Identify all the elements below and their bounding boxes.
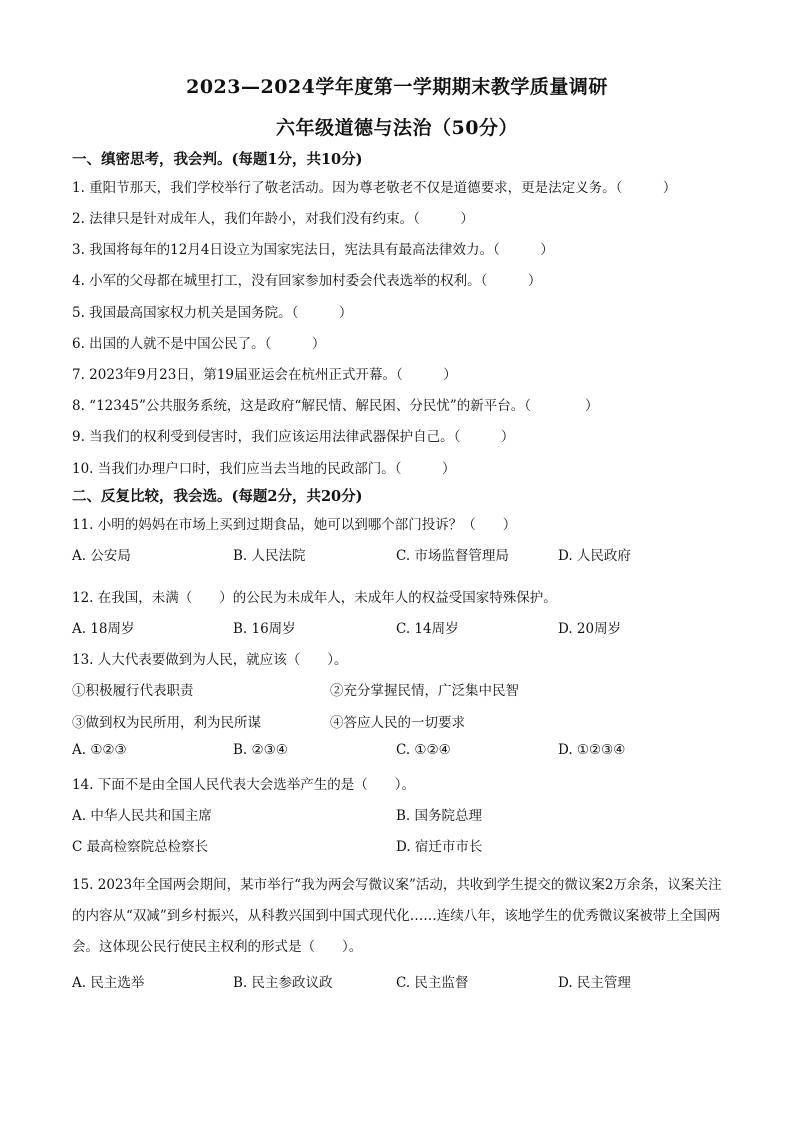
q11-option-a: A. 公安局 <box>72 548 131 564</box>
question-1: 1. 重阳节那天，我们学校举行了敬老活动。因为尊老敬老不仅是道德要求，更是法定义务。（ ） <box>72 180 677 196</box>
question-8: 8. “12345”公共服务系统，这是政府“解民情、解民困、分民忧”的新平台。（ ） <box>72 398 599 414</box>
q11-option-b: B. 人民法院 <box>233 548 306 564</box>
q13-statement-2: ②充分掌握民情，广泛集中民智 <box>330 683 519 699</box>
q13-statement-4: ④答应人民的一切要求 <box>330 715 465 731</box>
question-2: 2. 法律只是针对成年人，我们年龄小，对我们没有约束。（ ） <box>72 211 474 227</box>
q15-option-a: A. 民主选举 <box>72 975 145 991</box>
q13-option-a: A. ①②③ <box>72 742 127 758</box>
q11-option-d: D. 人民政府 <box>558 548 631 564</box>
question-12: 12. 在我国，未满（ ）的公民为未成年人，未成年人的权益受国家特殊保护。 <box>72 590 557 606</box>
question-11: 11. 小明的妈妈在市场上买到过期食品，她可以到哪个部门投诉？（ ） <box>72 517 517 533</box>
q13-option-d: D. ①②③④ <box>558 742 626 758</box>
question-10: 10. 当我们办理户口时，我们应当去当地的民政部门。（ ） <box>72 461 456 477</box>
exam-title: 2023—2024学年度第一学期期末教学质量调研 <box>186 76 608 98</box>
q14-option-b: B. 国务院总理 <box>396 808 483 824</box>
question-3: 3. 我国将每年的12月4日设立为国家宪法日，宪法具有最高法律效力。（ ） <box>72 242 554 258</box>
question-4: 4. 小军的父母都在城里打工，没有回家参加村委会代表选举的权利。（ ） <box>72 273 542 289</box>
q13-option-c: C. ①②④ <box>396 742 451 758</box>
question-5: 5. 我国最高国家权力机关是国务院。（ ） <box>72 305 353 321</box>
q15-option-b: B. 民主参政议政 <box>233 975 333 991</box>
q12-option-d: D. 20周岁 <box>558 621 622 637</box>
q14-option-a: A. 中华人民共和国主席 <box>72 808 212 824</box>
question-9: 9. 当我们的权利受到侵害时，我们应该运用法律武器保护自己。（ ） <box>72 429 515 445</box>
q14-option-c: C 最高检察院总检察长 <box>72 839 209 855</box>
q13-statement-3: ③做到权为民所用，利为民所谋 <box>72 715 261 731</box>
question-6: 6. 出国的人就不是中国公民了。（ ） <box>72 336 326 352</box>
q13-statement-1: ①积极履行代表职责 <box>72 683 194 699</box>
section2-heading: 二、反复比较，我会选。(每题2分，共20分) <box>72 488 363 505</box>
exam-subtitle: 六年级道德与法治（50分） <box>276 117 518 139</box>
question-13: 13. 人大代表要做到为人民，就应该（ ）。 <box>72 652 348 668</box>
question-14: 14. 下面不是由全国人民代表大会选举产生的是（ ）。 <box>72 777 416 793</box>
q12-option-a: A. 18周岁 <box>72 621 135 637</box>
q12-option-c: C. 14周岁 <box>396 621 459 637</box>
q13-option-b: B. ②③④ <box>233 742 288 758</box>
question-7: 7. 2023年9月23日，第19届亚运会在杭州正式开幕。（ ） <box>72 367 457 383</box>
q14-option-d: D. 宿迁市市长 <box>396 839 483 855</box>
q12-option-b: B. 16周岁 <box>233 621 296 637</box>
q15-option-d: D. 民主管理 <box>558 975 631 991</box>
q11-option-c: C. 市场监督管理局 <box>396 548 509 564</box>
question-15: 15. 2023年全国两会期间，某市举行“我为两会写微议案”活动，共收到学生提交的微议案2万余条，议案关注的内容从“双减”到乡村振兴，从科教兴国到中国式现代化……连续八年，该地学生的优秀微议案被带上全国两会。这体现公民行使民主权利的形式是（ ）。 <box>72 877 722 955</box>
q15-option-c: C. 民主监督 <box>396 975 469 991</box>
section1-heading: 一、缜密思考，我会判。(每题1分，共10分) <box>72 151 363 168</box>
